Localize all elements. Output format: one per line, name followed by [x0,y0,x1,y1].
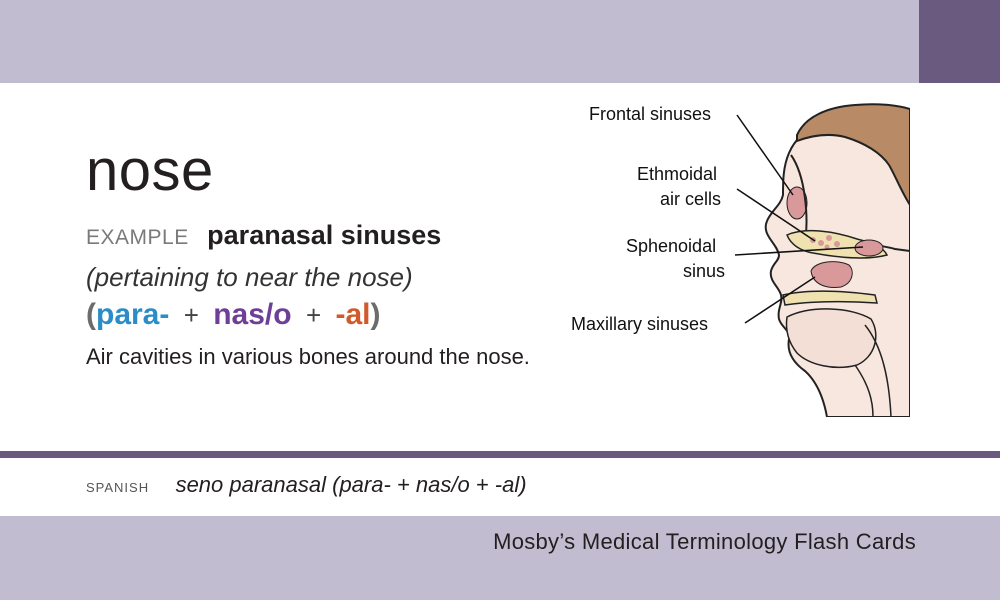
suffix-part: -al [335,298,371,331]
label-ethmoidal-line2: air cells [660,189,722,209]
label-sphenoidal-line1: Sphenoidal [626,236,717,256]
root-part: nas/o [213,298,292,331]
definition-text: Air cavities in various bones around the nose. [86,344,530,369]
spanish-row [86,472,527,498]
head-cross-section-drawing [565,95,910,417]
brand-footer: Mosby’s Medical Terminology Flash Cards [493,529,916,554]
breakdown-open-paren: ( [86,298,96,331]
top-band [0,0,1000,83]
spanish-translation: seno paranasal (para- + nas/o + -al) [175,472,527,497]
prefix-part: para- [96,298,170,331]
label-frontal-sinuses: Frontal sinuses [589,104,712,124]
sinus-illustration [565,95,910,417]
top-accent-block [919,0,1000,83]
example-meaning: (pertaining to near the nose) [86,262,413,292]
plus-sign: + [305,300,322,330]
plus-sign: + [183,300,199,330]
spanish-label: SPANISH [86,480,150,495]
example-row [86,220,441,256]
label-maxillary-sinuses: Maxillary sinuses [571,314,709,334]
section-divider [0,451,1000,458]
label-sphenoidal-line2: sinus [683,261,726,281]
breakdown-close-paren: ) [370,298,381,331]
term-title: nose [86,138,214,203]
label-ethmoidal-line1: Ethmoidal [637,164,718,184]
example-label: EXAMPLE [86,226,189,249]
example-term: paranasal sinuses [207,220,442,250]
word-part-breakdown [86,298,380,332]
